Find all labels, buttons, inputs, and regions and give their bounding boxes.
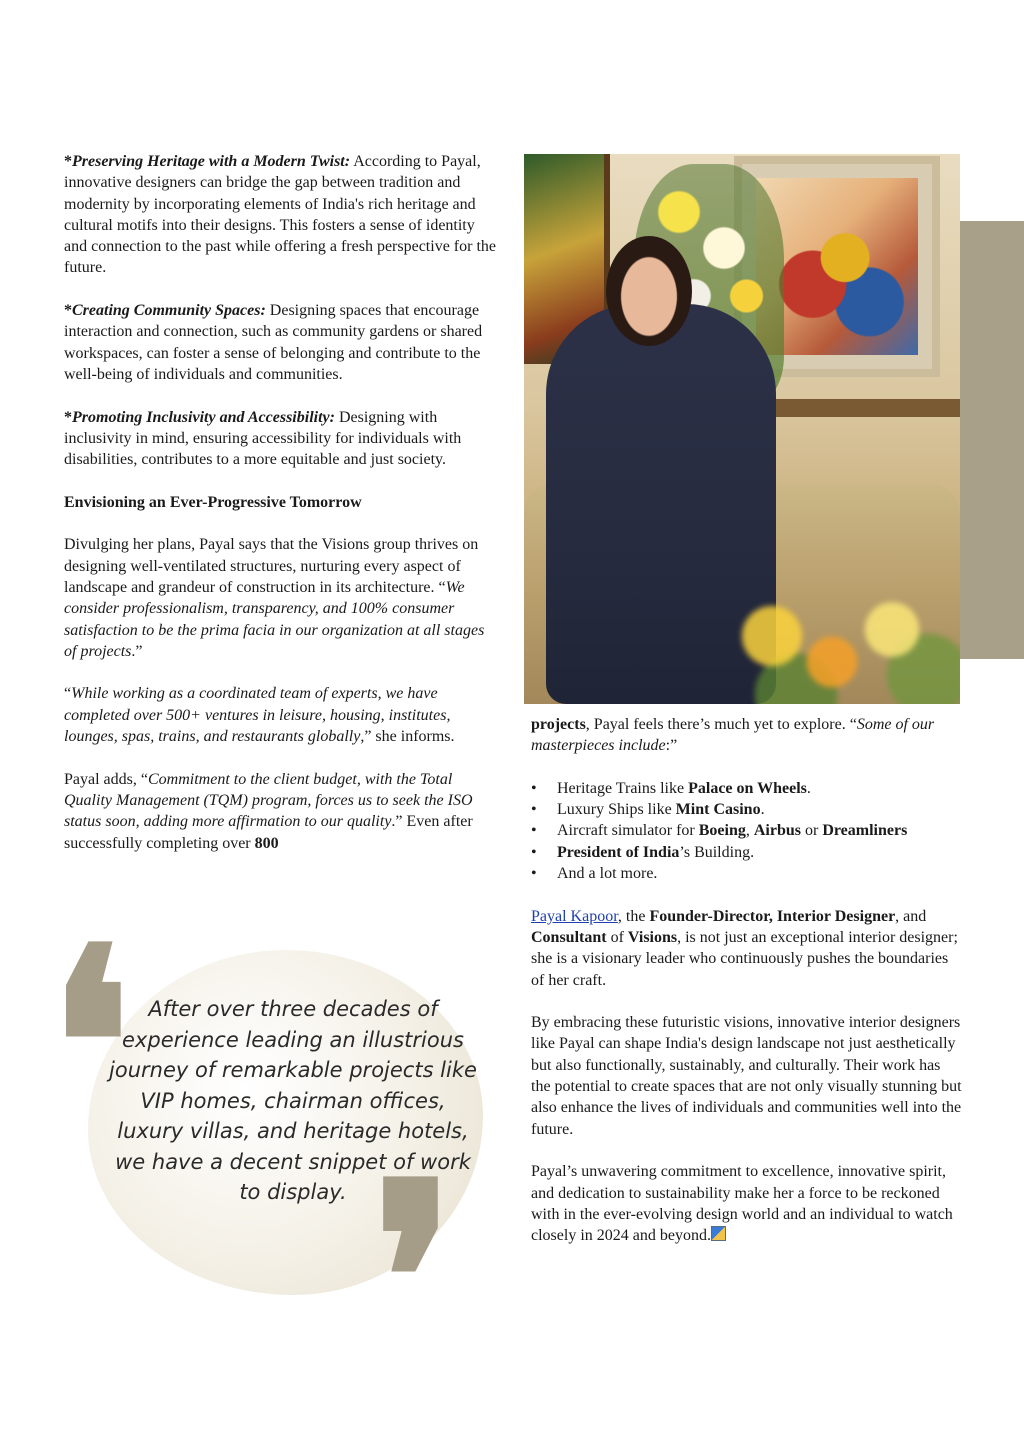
list-item: • Aircraft simulator for Boeing, Airbus or Dreamliners [531,822,908,840]
open-quote-icon: ❛ [48,892,132,1197]
paragraph-plans: Divulging her plans, Payal says that the Visions group thrives on designing well-ventilated structures, nurturing every aspect of landscape and grandeur of construction in its architecture. “We consider professionalism, transparency, and 100% consumer satisfaction to be the prima facia in our organization at all stages of projects.” [64,536,485,660]
foreground-flowers [724,584,960,704]
masterpieces-list [531,778,963,884]
paragraph-closing: Payal’s unwavering commitment to excellence, innovative spirit, and dedication to sustainability make her a force to be reckoned with in the ever-evolving design world and an individual to watch closely in 2024 and beyond. [531,1163,953,1245]
right-column [531,714,963,1268]
paragraph-projects: projects, Payal feels there’s much yet to explore. “Some of our masterpieces include:” [531,716,935,755]
paragraph-founder: Payal Kapoor, the Founder-Director, Interior Designer, and Consultant of Visions, is not just an exceptional interior designer; she is a visionary leader who continuously pushes the boundaries of her craft. [531,907,958,989]
portrait-photo [524,154,960,704]
paragraph-visions: By embracing these futuristic visions, innovative interior designers like Payal can shape India's design landscape not just aesthetically but also functionally, sustainably, and culturally. Their work has the potential to create spaces that are not only visually stunning but also enhance the lives of individuals and communities well into the future. [531,1014,962,1138]
body-heritage: According to Payal, innovative designers can bridge the gap between tradition and modernity by incorporating elements of India's rich heritage and cultural motifs into their designs. This fosters a sense of identity and connection to the past while offering a fresh perspective for the future. [64,153,496,277]
image-emoji-icon [711,1226,726,1241]
lead-inclusivity: Promoting Inclusivity and Accessibility: [72,408,335,426]
accent-side-bar [960,221,1024,659]
person-head [606,236,692,346]
paragraph-commitment: Payal adds, “Commitment to the client budget, with the Total Quality Management (TQM) program, forces us to seek the ISO status soon, adding more affirmation to our quality.” Even after successfully completing over 800 [64,770,473,852]
close-quote-icon: ❜ [372,1127,456,1432]
body-community: Designing spaces that encourage interaction and connection, such as community gardens or shared workspaces, can foster a sense of belonging and contribute to the well-being of individuals and communities. [64,302,483,383]
lead-heritage: Preserving Heritage with a Modern Twist: [72,153,351,170]
asterisk: * [64,153,72,170]
list-item: • Luxury Ships like Mint Casino. [531,801,765,819]
list-item: • President of India’s Building. [531,843,755,861]
asterisk: * [64,302,72,320]
list-item: • And a lot more. [531,865,658,883]
payal-kapoor-link[interactable]: Payal Kapoor [531,907,618,925]
paragraph-community [64,300,496,385]
paragraph-inclusivity [64,407,496,471]
asterisk: * [64,408,72,426]
paragraph-team: “While working as a coordinated team of experts, we have completed over 500+ ventures in leisure, housing, institutes, lounges, spas, trains, and restaurants globally,” she informs. [64,685,455,746]
body-inclusivity: Designing with inclusivity in mind, ensuring accessibility for individuals with disabilities, contributes to a more equitable and just society. [64,408,462,469]
list-item: • Heritage Trains like Palace on Wheels. [531,779,811,797]
lead-community: Creating Community Spaces: [72,302,266,320]
section-heading: Envisioning an Ever-Progressive Tomorrow [64,493,362,511]
pull-quote-text: After over three decades of experience leading an illustrious journey of remarkable projects like VIP homes, chairman offices, luxury villas, and heritage hotels, we have a decent snippet of work to display. [109,997,477,1204]
paragraph-heritage [64,151,496,279]
left-column [64,151,496,875]
